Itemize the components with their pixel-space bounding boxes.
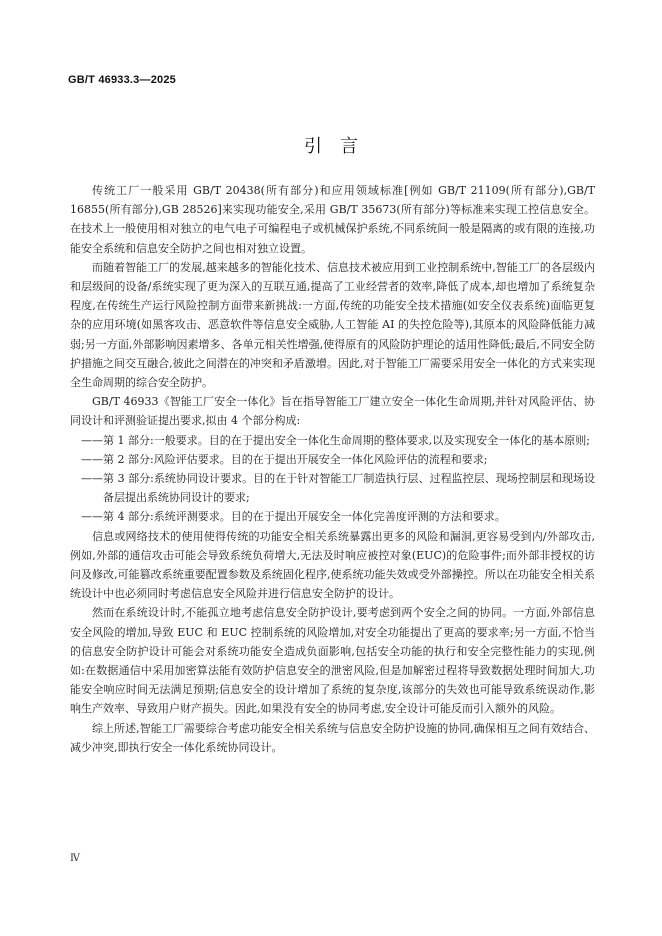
paragraph: GB/T 46933《智能工厂安全一体化》旨在指导智能工厂建立安全一体化生命周期,并针对风险评估、协同设计和评测验证提出要求,拟由 4 个部分构成: — [70, 395, 595, 428]
list-item-part-4: ——第 4 部分:系统评测要求。目的在于提出开展安全一体化完善度评测的方法和要求。 — [81, 510, 506, 524]
paragraph: 传统工厂一般采用 GB/T 20438(所有部分)和应用领域标准[例如 GB/T 21109(所有部分),GB/T 16855(所有部分),GB 28526]来实现功能安全,采用 GB/T 35673(所有部分)等标准来实现工控信息安全。在技术上一般使用相对独立的电气电子可编程电子或机械保护系统,不同系统间一般是隔离的或有限的连接,功能安全系统和信息安全防护之间也相对独立设置。 — [70, 184, 595, 255]
standard-number: GB/T 46933.3—2025 — [68, 74, 176, 86]
paragraph: 综上所述,智能工厂需要综合考虑功能安全相关系统与信息安全防护设施的协同,确保相互之间有效结合、减少冲突,即执行安全一体化系统协同设计。 — [70, 721, 595, 754]
document-body — [70, 181, 595, 757]
list-item-part-2: ——第 2 部分:风险评估要求。目的在于提出开展安全一体化风险评估的流程和要求; — [81, 452, 488, 466]
paragraph: 信息或网络技术的使用使得传统的功能安全相关系统暴露出更多的风险和漏洞,更容易受到内/外部攻击,例如,外部的通信攻击可能会导致系统负荷增大,无法及时响应被控对象(EUC)的危险事件;而外部非授权的访问及修改,可能篡改系统重要配置参数及系统固化程序,使系统功能失效或受外部操控。所以在功能安全相关系统设计中也必须同时考虑信息安全风险并进行信息安全防护的设计。 — [70, 529, 595, 601]
page-number: Ⅳ — [70, 853, 80, 864]
list-item-part-1: ——第 1 部分:一般要求。目的在于提出安全一体化生命周期的整体要求,以及实现安全一体化的基本原则; — [81, 433, 590, 447]
paragraph: 而随着智能工厂的发展,越来越多的智能化技术、信息技术被应用到工业控制系统中,智能工厂的各层级内和层级间的设备/系统实现了更为深入的互联互通,提高了工业经营者的效率,降低了成本,却也增加了系统复杂程度,在传统生产运行风险控制方面带来新挑战:一方面,传统的功能安全技术措施(如安全仪表系统)面临更复杂的应用环境(如黑客攻击、恶意软件等信息安全威胁,人工智能 AI 的失控危险等),其原本的风险降低能力减弱;另一方面,外部影响因素增多、各单元相关性增强,使得原有的风险防护理论的适用性降低;最后,不同安全防护措施之间交互融合,彼此之间潜在的冲突和矛盾激增。因此,对于智能工厂需要采用安全一体化的方式来实现全生命周期的综合安全防护。 — [70, 260, 595, 390]
list-item-part-3: ——第 3 部分:系统协同设计要求。目的在于针对智能工厂制造执行层、过程监控层、现场控制层和现场设备层提出系统协同设计的要求; — [81, 472, 595, 505]
paragraph: 然而在系统设计时,不能孤立地考虑信息安全防护设计,要考虑到两个安全之间的协同。一方面,外部信息安全风险的增加,导致 EUC 和 EUC 控制系统的风险增加,对安全功能提出了更高的要求率;另一方面,不恰当的信息安全防护设计可能会对系统功能安全造成负面影响,包括安全功能的执行和安全完整性能力的实现,例如:在数据通信中采用加密算法能有效防护信息安全的泄密风险,但是加解密过程将导致数据处理时间加大,功能安全响应时间无法满足预期;信息安全的设计增加了系统的复杂度,该部分的失效也可能导致系统误动作,影响生产效率、导致用户财产损失。因此,如果没有安全的协同考虑,安全设计可能反而引入额外的风险。 — [70, 606, 595, 716]
page-title: 引言 — [304, 136, 376, 157]
